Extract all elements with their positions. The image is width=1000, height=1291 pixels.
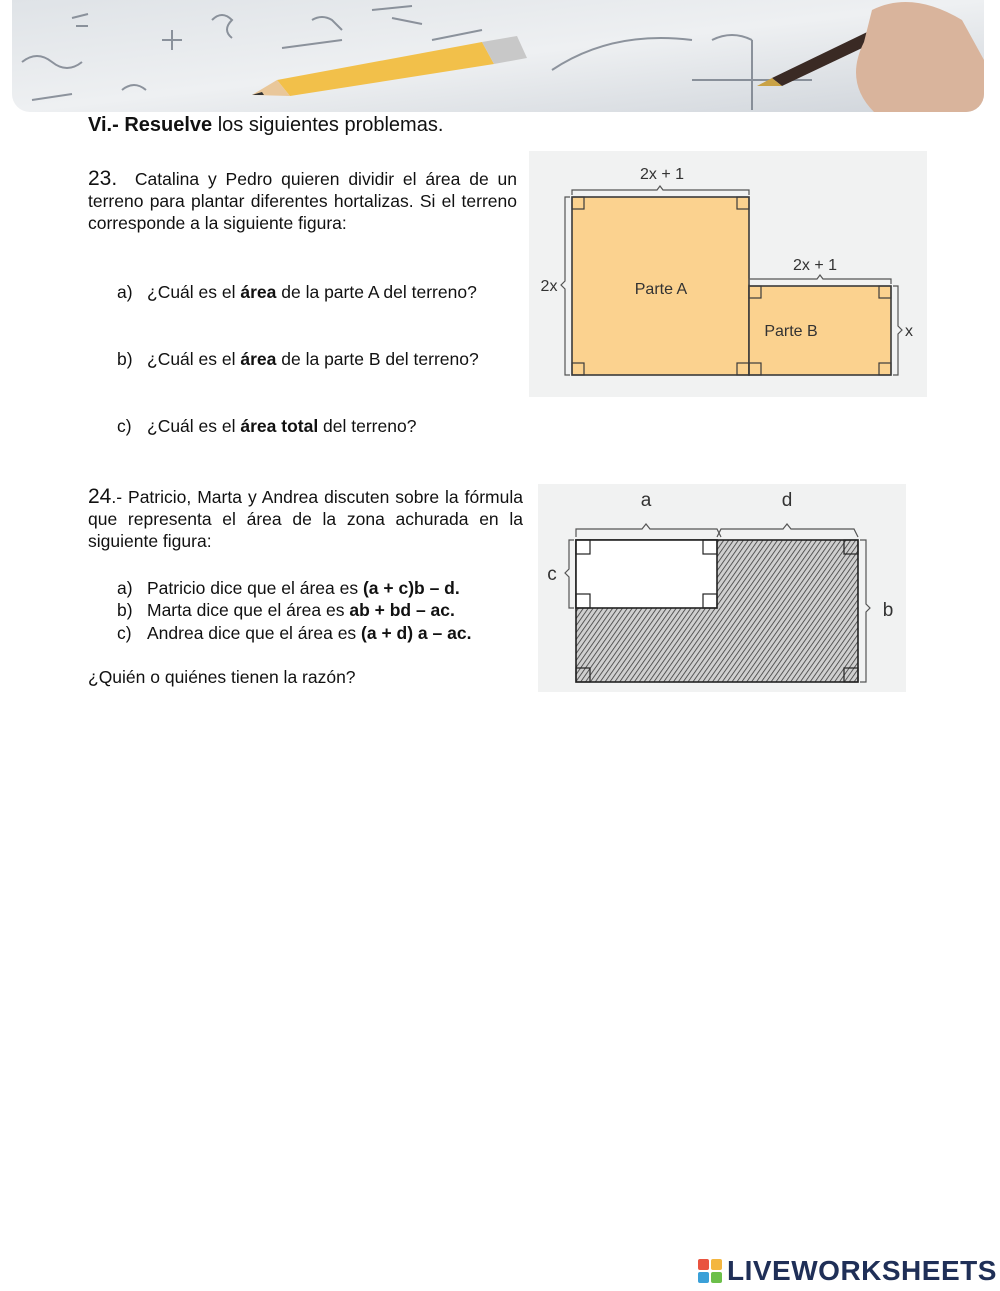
problem-24-figure (538, 484, 906, 692)
liveworksheets-logo-icon (698, 1259, 722, 1283)
problem-23-figure (529, 151, 927, 397)
problem-24-question: ¿Quién o quiénes tienen la razón? (88, 667, 356, 687)
problem-23-question-a: a) ¿Cuál es el área de la parte A del terreno? (117, 282, 477, 302)
header-banner-image (12, 0, 984, 112)
section-title: Vi.- Resuelve los siguientes problemas. (88, 114, 444, 136)
label-b: b (882, 600, 894, 621)
problem-23-question-b: b) ¿Cuál es el área de la parte B del terreno? (117, 349, 479, 369)
inner-white-rect (576, 540, 717, 608)
hatched-area-diagram (538, 484, 906, 692)
math-paper-pencil-illustration (12, 0, 984, 112)
top-label-a: 2x + 1 (639, 166, 685, 183)
problem-24-option-b: b) Marta dice que el área es ab + bd – ac. (117, 600, 455, 620)
problem-24-option-c: c) Andrea dice que el área es (a + d) a – ac. (117, 623, 472, 643)
liveworksheets-logo (698, 1256, 997, 1286)
problem-23-question-c: c) ¿Cuál es el área total del terreno? (117, 416, 417, 436)
parte-b-label: Parte B (764, 323, 818, 340)
label-a: a (640, 490, 652, 511)
problem-23-number: 23. (88, 167, 118, 190)
problem-24-number: 24 (88, 485, 112, 508)
right-label: x (905, 323, 913, 340)
problem-24-option-a: a) Patricio dice que el área es (a + c)b – d. (117, 578, 460, 598)
problem-24-intro: 24.- Patricio, Marta y Andrea discuten sobre la fórmula que representa el área de la zona achurada en la siguiente figura: (88, 485, 523, 551)
problem-23-intro: 23. Catalina y Pedro quieren dividir el área de un terreno para plantar diferentes hortalizas. Si el terreno corresponde a la siguiente figura: (88, 167, 517, 233)
label-c: c (547, 564, 557, 585)
terrain-diagram (529, 151, 927, 397)
label-d: d (781, 490, 793, 511)
parte-a-label: Parte A (634, 281, 688, 298)
top-label-b: 2x + 1 (792, 257, 838, 274)
liveworksheets-logo-text: LIVEWORKSHEETS (727, 1255, 997, 1286)
left-label: 2x (540, 278, 558, 295)
